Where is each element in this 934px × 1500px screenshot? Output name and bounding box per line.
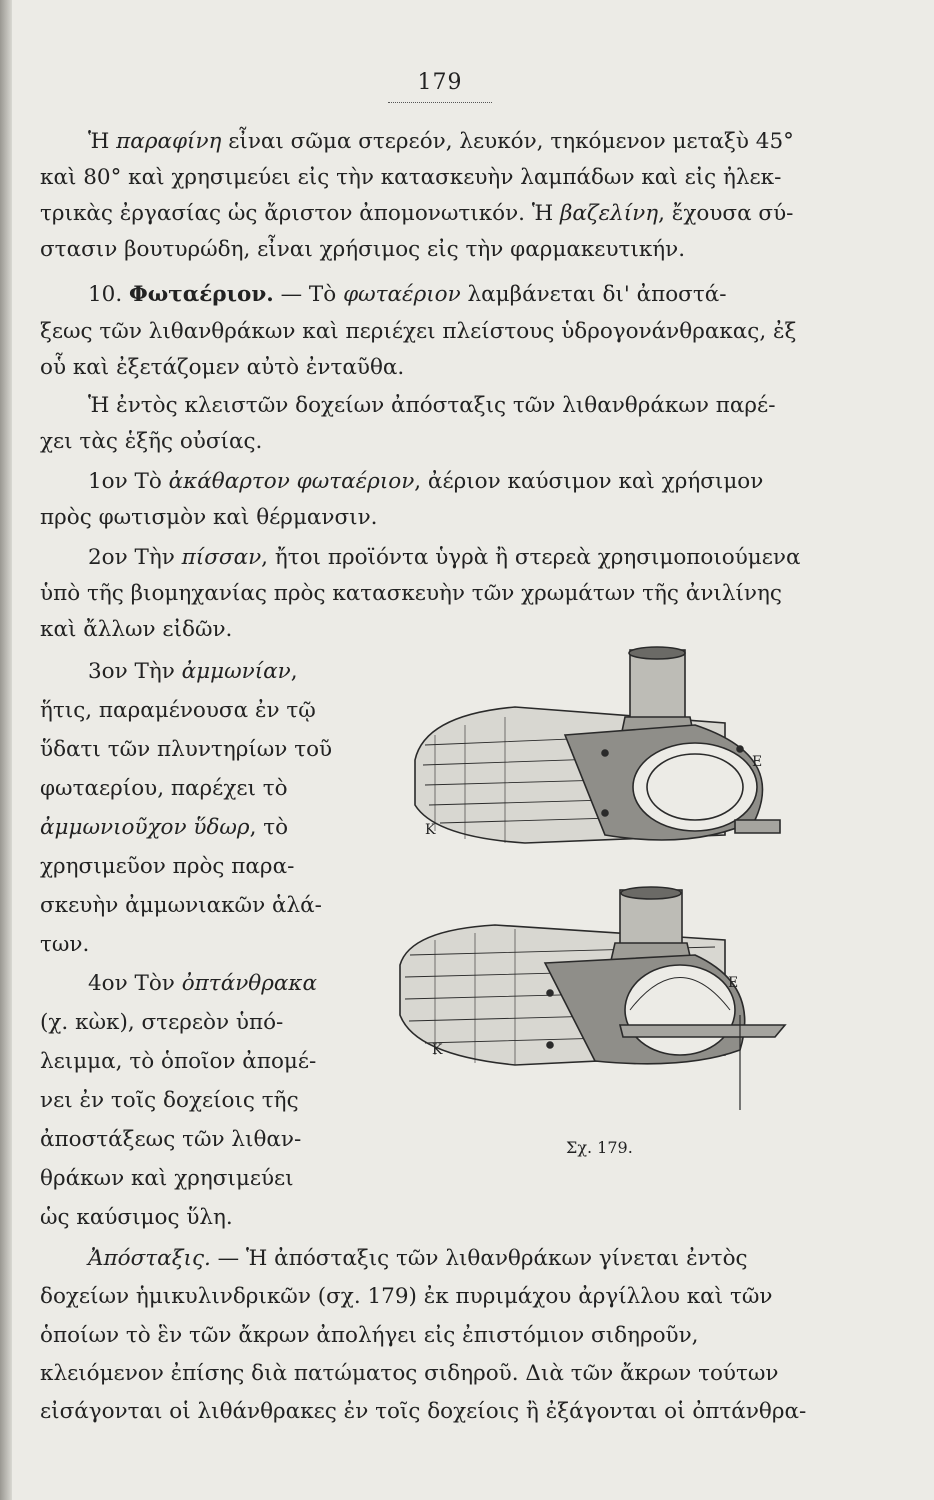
text-line: [40, 1048, 316, 1076]
text-run: 10.: [88, 282, 130, 307]
text-run: χει τὰς ἑξῆς οὐσίας.: [40, 429, 263, 454]
text-line: [40, 1283, 772, 1311]
text-run: ὡς καύσιμος ὕλη.: [40, 1205, 233, 1230]
text-run: θράκων καὶ χρησιμεύει: [40, 1166, 294, 1191]
emphasized-term: ὀπτάνθρακα: [181, 971, 317, 996]
emphasized-term: βαζελίνη: [559, 201, 659, 226]
text-line: [40, 354, 404, 382]
emphasized-term: ἀκάθαρτον φωταέριον: [168, 469, 415, 494]
text-line: [40, 1087, 299, 1115]
text-line: [88, 970, 317, 998]
text-run: ὕδατι τῶν πλυντηρίων τοῦ: [40, 737, 333, 762]
text-line: [40, 892, 322, 920]
text-run: 4ον Τὸν: [88, 971, 182, 996]
emphasized-term: πίσσαν: [181, 545, 262, 570]
text-run: καὶ ἄλλων εἰδῶν.: [40, 617, 233, 642]
text-run: εἰσάγονται οἱ λιθάνθρακες ἐν τοῖς δοχείοις ἢ ἐξάγονται οἱ ὀπτάνθρα-: [40, 1399, 807, 1424]
text-line: [40, 1009, 283, 1037]
text-run: , τὸ: [249, 815, 289, 840]
text-run: ἀποστάξεως τῶν λιθαν-: [40, 1127, 302, 1152]
text-line: [40, 931, 89, 959]
text-run: ,: [290, 659, 298, 684]
text-run: χρησιμεῦον πρὸς παρα-: [40, 854, 295, 879]
text-line: [40, 164, 781, 192]
text-run: δοχείων ἡμικυλινδρικῶν (σχ. 179) ἐκ πυριμάχου ἀργίλλου καὶ τῶν: [40, 1284, 773, 1309]
text-run: τρικὰς ἐργασίας ὡς ἄριστον ἀπομονωτικόν. Ἡ: [40, 201, 560, 226]
text-line: [40, 853, 294, 881]
text-line: [40, 318, 796, 346]
text-line: [40, 1165, 294, 1193]
text-line: [40, 1126, 301, 1154]
text-line: [88, 468, 763, 496]
text-line: [40, 697, 316, 725]
page-edge-shadow: [0, 0, 12, 1500]
text-run: φωταερίου, παρέχει τὸ: [40, 776, 288, 801]
label-e-bottom: Ε: [728, 975, 739, 991]
text-run: πρὸς φωτισμὸν καὶ θέρμανσιν.: [40, 505, 378, 530]
text-run: ξεως τῶν λιθανθράκων καὶ περιέχει πλείστους ὑδρογονάνθρακας, ἐξ: [40, 319, 797, 344]
text-line: [40, 814, 288, 842]
text-run: στασιν βουτυρώδη, εἶναι χρήσιμος εἰς τὴν φαρμακευτικήν.: [40, 237, 686, 262]
emphasized-term: Ἀπόσταξις.: [88, 1246, 211, 1271]
emphasized-term: ἀμμωνίαν: [181, 659, 291, 684]
text-run: εἶναι σῶμα στερεόν, λευκόν, τηκόμενον μεταξὺ 45°: [221, 129, 794, 154]
text-line: [40, 1360, 778, 1388]
text-run: Ἡ: [88, 129, 117, 154]
label-k-top: Κ: [425, 822, 436, 838]
retort-illustration-bottom: [395, 885, 835, 1115]
text-line: [40, 428, 262, 456]
text-run: (χ. κὼκ), στερεὸν ὑπό-: [40, 1010, 284, 1035]
text-run: νει ἐν τοῖς δοχείοις τῆς: [40, 1088, 299, 1113]
text-run: ὁποίων τὸ ἓν τῶν ἄκρων ἀπολήγει εἰς ἐπιστόμιον σιδηροῦν,: [40, 1323, 699, 1348]
text-line: [40, 200, 793, 228]
text-line: [40, 1322, 699, 1350]
text-run: οὗ καὶ ἐξετάζομεν αὐτὸ ἐνταῦθα.: [40, 355, 405, 380]
label-k-bottom: Κ: [432, 1042, 443, 1058]
text-run: των.: [40, 932, 90, 957]
text-run: , ἔχουσα σύ-: [658, 201, 794, 226]
text-line: [40, 504, 378, 532]
text-line: [40, 775, 288, 803]
text-line: [88, 658, 298, 686]
text-line: [88, 544, 801, 572]
text-run: 1ον Τὸ: [88, 469, 169, 494]
text-line: [88, 128, 794, 156]
text-line: [88, 392, 775, 420]
emphasized-term: φωταέριον: [343, 282, 461, 307]
text-line: [88, 281, 727, 309]
text-line: [40, 580, 782, 608]
text-run: Ἡ ἐντὸς κλειστῶν δοχείων ἀπόσταξις τῶν λιθανθράκων παρέ-: [88, 393, 776, 418]
text-run: , ἀέριον καύσιμον καὶ χρήσιμον: [414, 469, 764, 494]
text-run: — Τὸ: [273, 282, 344, 307]
emphasized-term: ἀμμωνιοῦχον ὕδωρ: [40, 815, 250, 840]
text-line: [40, 1204, 233, 1232]
figure-caption: Σχ. 179.: [566, 1138, 633, 1157]
section-heading: Φωταέριον.: [129, 282, 274, 307]
text-run: ἥτις, παραμένουσα ἐν τῷ: [40, 698, 316, 723]
retort-illustration-top: [395, 645, 835, 855]
text-run: λαμβάνεται δι' ἀποστά-: [460, 282, 727, 307]
text-line: [40, 736, 332, 764]
text-run: κλειόμενον ἐπίσης διὰ πατώματος σιδηροῦ. Διὰ τῶν ἄκρων τούτων: [40, 1361, 779, 1386]
text-run: λειμμα, τὸ ὁποῖον ἀπομέ-: [40, 1049, 317, 1074]
text-run: καὶ 80° καὶ χρησιμεύει εἰς τὴν κατασκευὴν λαμπάδων καὶ εἰς ἠλεκ-: [40, 165, 782, 190]
text-line: [40, 236, 685, 264]
text-run: σκευὴν ἀμμωνιακῶν ἁλά-: [40, 893, 322, 918]
header-rule: [388, 102, 492, 103]
page-number: 179: [417, 70, 463, 95]
label-e-top: Ε: [752, 754, 763, 770]
text-line: [88, 1245, 748, 1273]
text-run: 2ον Τὴν: [88, 545, 182, 570]
text-line: [40, 1398, 806, 1426]
text-line: [40, 616, 232, 644]
text-run: — Ἡ ἀπόσταξις τῶν λιθανθράκων γίνεται ἐντὸς: [210, 1246, 748, 1271]
text-run: , ἤτοι προϊόντα ὑγρὰ ἢ στερεὰ χρησιμοποιούμενα: [261, 545, 801, 570]
text-run: ὑπὸ τῆς βιομηχανίας πρὸς κατασκευὴν τῶν χρωμάτων τῆς ἀνιλίνης: [40, 581, 782, 606]
text-run: 3ον Τὴν: [88, 659, 182, 684]
emphasized-term: παραφίνη: [116, 129, 222, 154]
